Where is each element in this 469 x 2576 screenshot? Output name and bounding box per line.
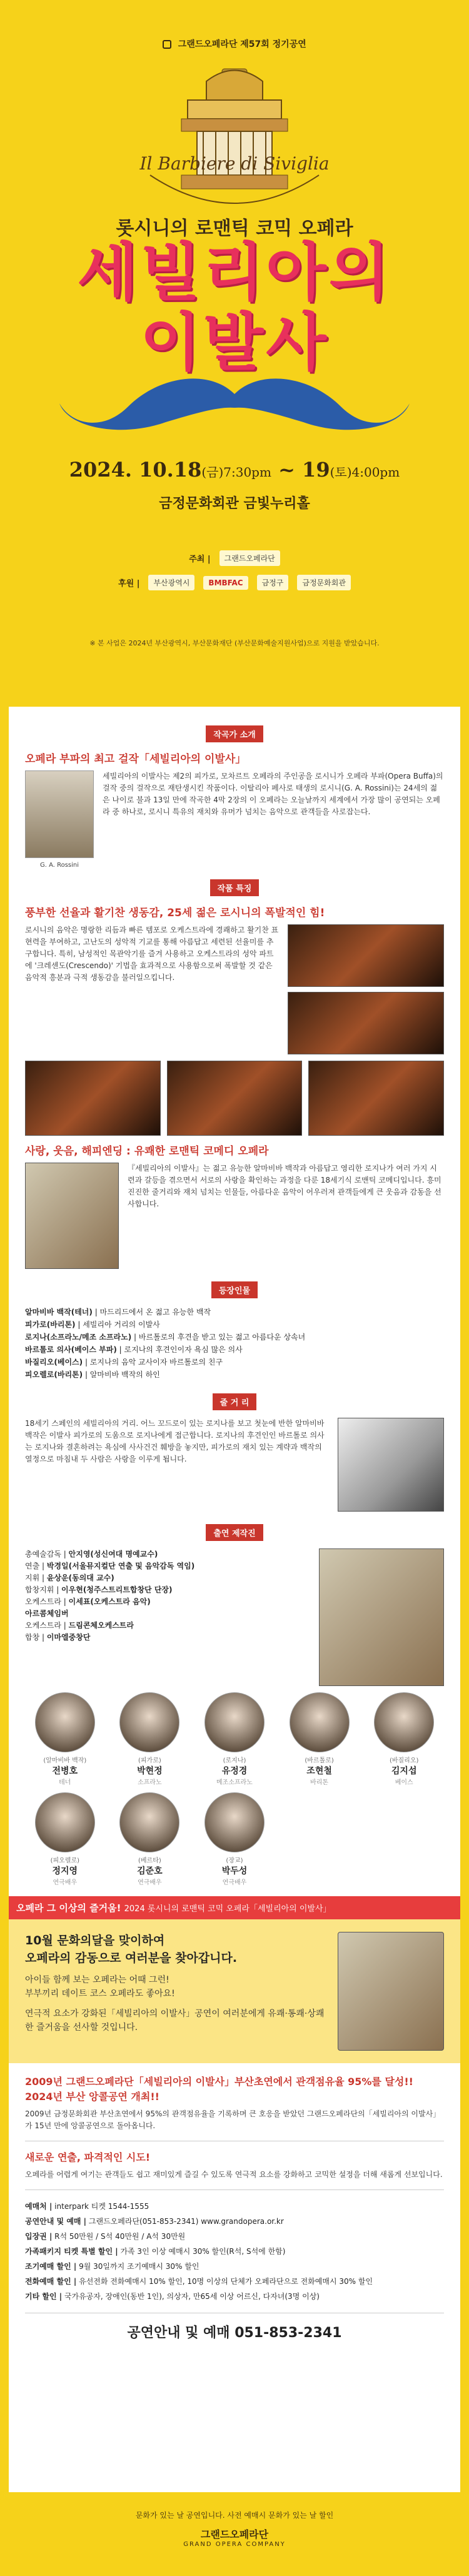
org-logo-icon [163,40,171,49]
cast-role: (로지나) [223,1757,246,1764]
section-heading: 오페라 부파의 최고 걸작「세빌리아의 이발사」 [25,753,246,765]
section-heading: 풍부한 선율과 활기찬 생동감, 25세 젊은 로시니의 폭발적인 힘! [25,907,325,919]
promo-line: 부부끼리 데이트 코스 오페라도 좋아요! [25,1989,175,1999]
character-desc: | 로지나의 후견인이자 욕심 많은 의사 [116,1345,243,1354]
character-name: 알마비바 백작(테너) [25,1308,93,1316]
composer-portrait [25,770,94,869]
credits [63,550,406,599]
staff-name: 이우현(청주스트리트합창단 단장) [61,1585,173,1594]
info-value: interpark 티켓 1544-1555 [54,2202,149,2211]
performance-dates [0,458,469,482]
info-key: 입장권 | [25,2232,53,2241]
avatar [204,1792,265,1852]
avatar [374,1692,434,1752]
character-desc: | 마드리드에서 온 젊고 유능한 백작 [92,1308,211,1316]
staff-role: 연출 [25,1562,40,1570]
portrait-caption: G. A. Rossini [39,862,79,869]
cast-part: 연극배우 [53,1879,78,1886]
host-name: 그랜드오페라단 [219,550,280,566]
info-row [25,2274,444,2289]
info-key: 기타 할인 | [25,2292,63,2301]
cast-member [25,1792,105,1886]
cast-member [110,1692,190,1786]
mustache-icon [53,369,416,438]
date-time2: 4:00pm [351,465,400,480]
footer-logo: 그랜드오페라단 [200,2528,269,2540]
cast-role: (피가로) [138,1757,161,1764]
promo-banner-title: 오페라 그 이상의 즐거움! [16,1902,124,1914]
section-tag-features: 작품 특징 [210,879,260,896]
section-tag-staff: 출연 제작진 [206,1524,263,1541]
encore-text: 2009년 금정문화회관 부산초연에서 95%의 관객점유율을 기록하며 큰 호응을 받았던 그랜드오페라단의「세빌리아의 이발사」가 15년 만에 앙콜공연으로 돌아옵니다. [25,2109,441,2130]
sponsor-logo: 금정구 [257,575,289,590]
avatar [119,1692,179,1752]
date-day1: (금) [201,465,224,480]
costume-illustration [338,1932,444,2051]
staff-item: 합창 | 이마엘중창단 [25,1633,91,1642]
staff-name: 이마엘중창단 [46,1633,91,1642]
cast-part: 베이스 [395,1779,413,1786]
cast-name: 김지섭 [391,1766,417,1776]
sponsor-logo: 부산광역시 [148,575,194,590]
title-line-1: 세빌리아의 [77,236,392,309]
info-value: R석 50만원 / S석 40만원 / A석 30만원 [54,2232,186,2241]
staff-item: 오케스트라 | 드림콘체오케스트라 [25,1621,134,1630]
info-value: 그랜드오페라단(051-853-2341) www.grandopera.or.kr [88,2217,284,2226]
sponsor-label: 후원 | [118,579,140,588]
character-list [25,1306,444,1381]
synopsis-illustration [338,1418,444,1512]
character-desc: | 세빌리아 거리의 이발사 [75,1320,160,1329]
character-name: 바르톨로 의사(베이스 부파) [25,1345,117,1354]
stage-photo [308,1061,444,1136]
synopsis-text: 18세기 스페인의 세빌리아의 거리. 어느 꼬드로이 있는 로지나를 보고 첫눈에 반한 알마비바 백작은 이발사 피가로의 도움으로 로지나에게 접근합니다. 로지나의 후견인인 바르톨로 의사는 로지나와 결혼하려는 욕심에 사사건건 훼방을 놓지만, 피가로의 재치 있는 계략과 백작의 열정으로 마침내 두 사람은 사랑을 이루게 됩니다. [25,1419,325,1463]
character-desc: | 바르톨로의 후견을 받고 있는 젊고 아름다운 상속녀 [131,1333,306,1341]
subtitle: 롯시니의 로맨틱 코믹 오페라 [116,218,353,240]
staff-item [25,1608,310,1620]
encore-section [25,2074,444,2132]
vintage-score-cover [25,1163,119,1269]
encore-heading: 2024년 부산 앙콜공연 개최!! [25,2091,159,2103]
sponsor-row [63,575,406,590]
date-day2: (토) [330,465,352,480]
synopsis-row [25,1418,444,1512]
stage-photo [25,1061,161,1136]
title-line-2: 이발사 [140,306,329,379]
staff-item: 오케스트라 | 이세표(오케스트라 음악) [25,1597,151,1606]
encore-heading: 2009년 그랜드오페라단「세빌리아의 이발사」부산초연에서 관객점유율 95%를 달성!! [25,2076,413,2088]
cast-name: 유정경 [221,1766,248,1776]
cast-member [110,1792,190,1886]
cast-part: 연극배우 [138,1879,162,1886]
composer-row [25,770,444,869]
direction-text: 오페라를 어렵게 여기는 관객들도 쉽고 재미있게 즐길 수 있도록 연극적 요소를 강화하고 코믹한 설정을 더해 새롭게 선보입니다. [25,2170,443,2179]
footer-note: 문화가 있는 날 공연입니다. 사전 예매시 문화가 있는 날 할인 [135,2511,334,2520]
section-heading: 사랑, 웃음, 해피엔딩 : 유쾌한 로맨틱 코메디 오페라 [25,1145,269,1158]
romance-text: 『세빌리아의 이발사』는 젊고 유능한 알마비바 백작과 아름답고 영리한 로지나가 여러 가지 시련과 갈등을 겪으면서 서로의 사랑을 확인하는 과정을 다룬 18세기식 로맨틱 코메디입니다. 흥미진진한 줄거리와 재치 넘치는 인물들, 아름다운 음악이 어우러져 관객들에게 큰 웃음과 감동을 선사합니다. [128,1164,441,1208]
promo-row [25,1932,444,2051]
staff-role: 오케스트라 [25,1597,61,1606]
character-item [25,1306,444,1318]
romance-row [25,1163,444,1269]
info-value: 9월 30일까지 조기예매시 30% 할인 [79,2262,199,2271]
staff-list [25,1548,310,1686]
features-photos [288,924,444,1054]
cast-member [25,1692,105,1786]
info-key: 예매처 | [25,2202,53,2211]
staff-item: 총예술감독 | 안지영(성신여대 명예교수) [25,1550,158,1558]
cast-role: (베르타) [138,1857,161,1864]
info-key: 전화예매 할인 | [25,2277,77,2286]
staff-name: 윤상운(동의대 교수) [46,1573,114,1582]
date-start: 2024. 10.18 [69,458,202,482]
cast-name: 김준호 [137,1866,163,1876]
cast-role: (피오렐로) [50,1857,80,1864]
cast-part: 바리톤 [310,1779,329,1786]
info-value: 국가유공자, 장애인(동반 1인), 의상자, 만65세 이상 어르신, 다자녀(3명 이상) [64,2292,320,2301]
cast-member [194,1792,275,1886]
content-panel [9,707,460,2492]
info-key: 조기예매 할인 | [25,2262,77,2271]
character-name: 피가로(바리톤) [25,1320,76,1329]
avatar [35,1792,95,1852]
staff-item: 합창지휘 | 이우현(청주스트리트합창단 단장) [25,1585,173,1594]
stage-photo [288,924,444,987]
promo-box [9,1919,460,2063]
venue: 금정문화회관 금빛누리홀 [159,496,310,512]
staff-role: 합창지휘 [25,1585,54,1594]
stage-photo-row [25,1061,444,1136]
staff-name: 안지영(성신여대 명예교수) [68,1550,158,1558]
avatar [204,1692,265,1752]
staff-role: 합창 [25,1633,40,1642]
host-label: 주최 | [189,555,211,564]
support-note: ※ 본 사업은 2024년 부산광역시, 부산문화재단 (부산문화예술지원사업)으로 지원을 받았습니다. [89,639,380,647]
cast-role: (알마비바 백작) [43,1757,87,1764]
promo-text [25,1932,329,2051]
info-key: 공연안내 및 예매 | [25,2217,87,2226]
character-desc: | 로지나의 음악 교사이자 바르톨로의 친구 [83,1358,223,1366]
cast-gallery [25,1692,444,1886]
stage-photo [288,992,444,1054]
ticket-info [25,2199,444,2304]
info-row [25,2289,444,2304]
info-value: 유선전화 전화예매시 10% 할인, 10명 이상의 단체가 오페라단으로 전화예매시 30% 할인 [79,2277,373,2286]
cast-name: 조현철 [306,1766,332,1776]
cast-role: (바질리오) [389,1757,419,1764]
character-name: 바질리오(베이스) [25,1358,83,1366]
cast-part: 테너 [59,1779,71,1786]
cast-part: 소프라노 [138,1779,162,1786]
staff-row [25,1548,444,1686]
character-item [25,1368,444,1381]
staff-role: 오케스트라 [25,1621,61,1630]
composer-text: 세빌리아의 이발사는 제2의 피가로, 모차르트 오페라의 주인공을 로시니가 오페라 부파(Opera Buffa)의 걸작 중의 걸작으로 재탄생시킨 작품이다. 이탈리아 페사로 태생의 로시니(G. A. Rossini)는 24세의 젊은 나이로 불과 13일 만에 작곡한 4막 2장의 이 오페라는 오늘날까지 세계에서 가장 많이 공연되는 오페라 중 하나로, 로시니 특유의 재치와 유머가 넘치는 음악으로 관객들을 사로잡는다. [103,772,443,816]
staff-name: 아르콤체임버 [25,1609,69,1618]
org-line [0,38,469,50]
promo-headline: 10월 문화의달을 맞이하여 [25,1934,165,1947]
staff-name: 이세표(오케스트라 음악) [68,1597,151,1606]
sponsor-logo: 금정문화회관 [297,575,351,590]
info-key: 가족패키지 티켓 특별 할인 | [25,2247,118,2256]
stage-photo [167,1061,303,1136]
cast-name: 박두성 [221,1866,248,1876]
promo-line: 연극적 요소가 강화된「세빌리아의 이발사」공연이 여러분에게 유쾌·통쾌·상쾌한 즐거움을 선사할 것입니다. [25,2009,325,2033]
footer [0,2492,469,2576]
info-row [25,2214,444,2229]
cast-part: 연극배우 [222,1879,247,1886]
host-row [63,550,406,566]
section-tag-composer: 작곡가 소개 [206,725,263,742]
date-time1: 7:30pm [223,465,271,480]
direction-heading: 새로운 연출, 파격적인 시도! [25,2151,151,2163]
promo-banner-subtitle: 2024 롯시니의 로맨틱 코믹 오페라「세빌리아의 이발사」 [124,1904,331,1914]
avatar [290,1692,350,1752]
date-separator: ~ [271,458,303,482]
character-desc: | 알마비바 백작의 하인 [83,1370,160,1379]
promo-banner [9,1896,460,1919]
staff-item: 지휘 | 윤상운(동의대 교수) [25,1573,114,1582]
section-tag-characters: 등장인물 [211,1281,258,1298]
character-item [25,1356,444,1368]
features-text: 로시니의 음악은 명랑한 리듬과 빠른 템포로 오케스트라에 경쾌하고 활기찬 표현력을 부여하고, 고난도의 성악적 기교를 통해 아름답고 세련된 선율미를 추구합니다. 특히, 남성적인 목관악기를 즐겨 사용하고 오케스트라의 성악 파트에 '크레센도(Crescendo)' 기법을 효과적으로 사용함으로써 폭발할 것 같은 음악적 흥분과 극적 생동감을 불러일으킵니다. [25,926,279,982]
poster [0,0,469,707]
cast-member [280,1692,360,1786]
info-row [25,2259,444,2274]
cast-name: 박현정 [137,1766,163,1776]
features-row [25,924,444,1054]
vintage-libretto-cover [319,1548,444,1686]
info-row [25,2229,444,2244]
info-value: 가족 3인 이상 예매시 30% 할인(R석, S석에 한함) [120,2247,286,2256]
character-item [25,1318,444,1331]
cast-part: 메조소프라노 [216,1779,253,1786]
promo-headline: 오페라의 감동으로 여러분을 찾아갑니다. [25,1951,238,1965]
cast-member [364,1692,444,1786]
character-name: 피오렐로(바리톤) [25,1370,83,1379]
footer-logo-en: GRAND OPERA COMPANY [183,2541,286,2548]
avatar [119,1792,179,1852]
staff-role: 지휘 [25,1573,40,1582]
info-row [25,2244,444,2259]
character-name: 로지나(소프라노/메조 소프라노) [25,1333,132,1341]
staff-item: 연출 | 박경일(서울뮤지컬단 연출 및 음악감독 역임) [25,1562,195,1570]
character-item [25,1343,444,1356]
section-tag-synopsis: 줄 거 리 [213,1393,257,1410]
cast-name: 전병호 [52,1766,78,1776]
cast-role: (바르톨로) [305,1757,334,1764]
cast-name: 정지영 [52,1866,78,1876]
character-item [25,1331,444,1343]
direction-section [25,2150,444,2181]
staff-name: 드림콘체오케스트라 [68,1621,134,1630]
script-title: Il Barbiere di Siviglia [139,153,330,174]
staff-role: 총예술감독 [25,1550,61,1558]
cast-role: (장교) [226,1857,243,1864]
staff-name: 박경일(서울뮤지컬단 연출 및 음악감독 역임) [46,1562,195,1570]
info-row [25,2199,444,2214]
promo-line: 아이들 함께 보는 오페라는 어때 그런! [25,1975,169,1985]
sponsor-logo: BMBFAC [203,576,248,590]
org-line-text: 그랜드오페라단 제57회 정기공연 [178,39,306,49]
date-end: 19 [302,458,330,482]
cast-member [194,1692,275,1786]
contact-phone: 공연안내 및 예매 051-853-2341 [127,2325,342,2341]
main-title [0,238,469,378]
avatar [35,1692,95,1752]
